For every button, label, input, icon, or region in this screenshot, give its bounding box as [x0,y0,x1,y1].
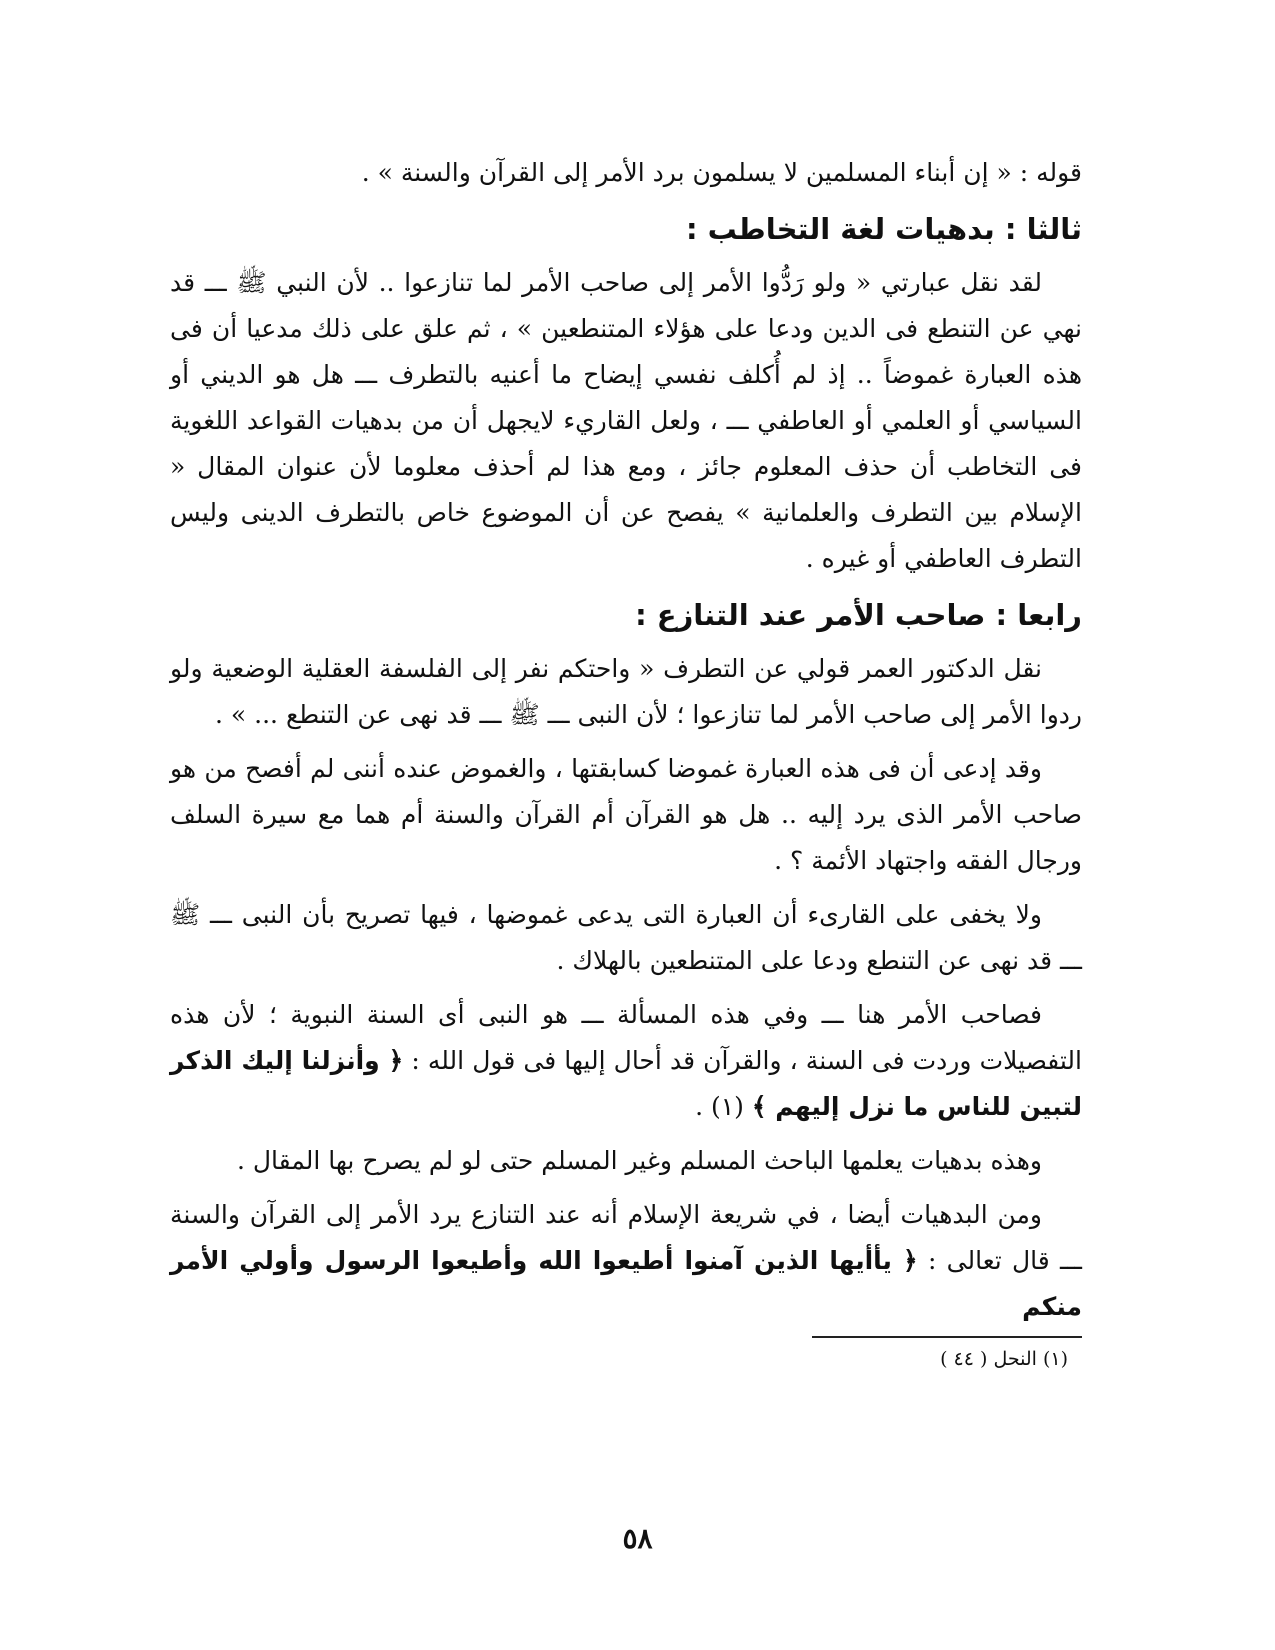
section-3-paragraph: لقد نقل عبارتي « ولو رَدُّوا الأمر إلى صاحب الأمر لما تنازعوا .. لأن النبي ﷺ ـــ قد نهي عن التنطع فى الدين ودعا على هؤلاء المتنطعين » ، ثم علق على ذلك مدعيا أن فى هذه العبارة غموضاً .. إذ لم أُكلف نفسي إيضاح ما أعنيه بالتطرف ـــ هل هو الديني أو السياسي أو العلمي أو العاطفي ـــ ، ولعل القاريء لايجهل أن من بدهيات القواعد اللغوية فى التخاطب أن حذف المعلوم جائز ، ومع هذا لم أحذف معلوما لأن عنوان المقال « الإسلام بين التطرف والعلمانية » يفصح عن أن الموضوع خاص بالتطرف الدينى وليس التطرف العاطفي أو غيره . [170,268,1082,573]
intro-line: قوله : « إن أبناء المسلمين لا يسلمون برد الأمر إلى القرآن والسنة » . [361,158,1082,187]
quran-verse-an-nisa: ﴿ يأأيها الذين آمنوا أطيعوا الله وأطيعوا الرسول وأولي الأمر منكم [170,1246,1082,1321]
section-4-paragraph-1: نقل الدكتور العمر قولي عن التطرف « واحتكم نفر إلى الفلسفة العقلية الوضعية ولو ردوا الأمر إلى صاحب الأمر لما تنازعوا ؛ لأن النبى ـــ ﷺ ـــ قد نهى عن التنطع ... » . [170,654,1082,729]
section-4-paragraph-4 [170,992,1082,1130]
section-4-heading: رابعا : صاحب الأمر عند التنازع : [635,598,1082,632]
footnote-divider [812,1336,1082,1338]
paragraph-6-text: ومن البدهيات أيضا ، في شريعة الإسلام أنه عند التنازع يرد الأمر إلى القرآن والسنة ـــ قال تعالى : [170,1200,1083,1275]
page-body [170,150,1082,1374]
section-4-paragraph-3: ولا يخفى على القارىء أن العبارة التى يدعى غموضها ، فيها تصريح بأن النبى ـــ ﷺ ـــ قد نهى عن التنطع ودعا على المتنطعين بالهلاك . [170,900,1082,975]
quran-verse-an-nahl: ﴿ وأنزلنا إليك الذكر لتبين للناس ما نزل إليهم ﴾ [170,1046,1082,1121]
footnote-reference: (١) . [695,1092,744,1121]
section-3-heading: ثالثا : بدهيات لغة التخاطب : [685,212,1082,246]
section-4-paragraph-5: وهذه بدهيات يعلمها الباحث المسلم وغير المسلم حتى لو لم يصرح بها المقال . [237,1146,1042,1175]
paragraph-4-text: فصاحب الأمر هنا ـــ وفي هذه المسألة ـــ هو النبى أى السنة النبوية ؛ لأن هذه التفصيلات وردت فى السنة ، والقرآن قد أحال إليها فى قول الله : [170,1000,1082,1075]
page-number: ٥٨ [622,1522,653,1555]
footnote: (١) النحل ( ٤٤ ) [940,1348,1068,1370]
section-4-paragraph-6 [170,1192,1082,1330]
section-4-paragraph-2: وقد إدعى أن فى هذه العبارة غموضا كسابقتها ، والغموض عنده أننى لم أفصح من هو صاحب الأمر الذى يرد إليه .. هل هو القرآن أم القرآن والسنة أم هما مع سيرة السلف ورجال الفقه واجتهاد الأئمة ؟ . [170,754,1082,875]
